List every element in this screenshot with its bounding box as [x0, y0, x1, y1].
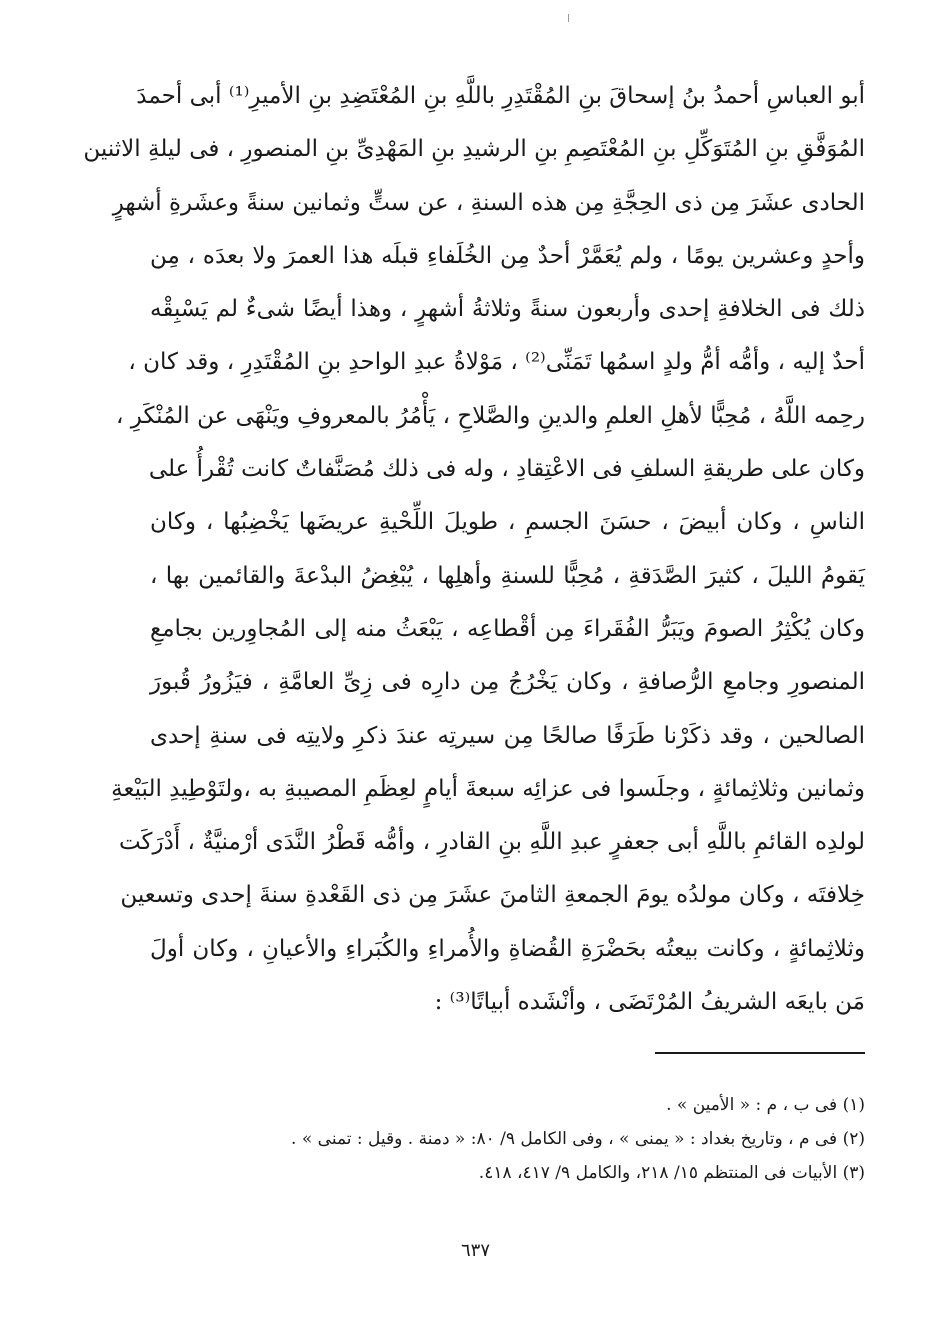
text-line: المُوَفَّقِ بنِ المُتَوَكِّلِ بنِ المُعْتَصِمِ بنِ الرشيدِ بنِ المَهْدِىِّ بنِ المنصورِ ، فى ليلةِ الاثنين	[83, 136, 865, 163]
text-line: الصالحين ، وقد ذكَرْنا طَرَفًا صالحًا مِن سيرتِه عندَ ذكرِ ولايتِه فى سنةِ إحدى	[150, 722, 865, 749]
text-line: يَقومُ الليلَ ، كثيرَ الصَّدَقةِ ، مُحِبًّا للسنةِ وأهلِها ، يُبْغِضُ البدْعةَ والقائمين بها ،	[150, 562, 865, 589]
text-line: أحدٌ إليه ، وأمُّه أمُّ ولدٍ اسمُها تَمَنِّى⁽²⁾ ، مَوْلاةُ عبدِ الواحدِ بنِ المُقْتَدِرِ ، وقد كان ،	[128, 349, 865, 376]
footnotes	[150, 1088, 865, 1190]
text-line: ذلك فى الخلافةِ إحدى وأربعون سنةً وثلاثةُ أشهرٍ ، وهذا أيضًا شىءٌ لم يَسْبِقْه	[150, 296, 865, 323]
text-line: وثمانين وثلاثِمائةٍ ، وجلَسوا فى عزائِه سبعةَ أيامٍ لعِظَمِ المصيبةِ به ،ولتَوْطِيدِ البَيْعةِ	[111, 775, 865, 802]
text-line: وكان يُكْثِرُ الصومَ ويَبَرُّ الفُقَراءَ مِن أقْطاعِه ، يَبْعَثُ منه إلى المُجاوِرين بجامعِ	[150, 615, 865, 642]
scan-mark	[568, 14, 569, 22]
text-line: خِلافتَه ، وكان مولدُه يومَ الجمعةِ الثامنَ عشَرَ مِن ذى القَعْدةِ سنةَ إحدى وتسعين	[120, 882, 865, 909]
footnote-separator	[655, 1052, 865, 1054]
page-number: ٦٣٧	[460, 1240, 490, 1261]
text-line-last: مَن بايعَه الشريفُ المُرْتَضَى ، وأنْشَده أبياتًا⁽³⁾ :	[434, 989, 865, 1016]
footnote-1: (١) فى ب ، م : « الأمين » .	[666, 1095, 865, 1115]
footnote-3: (٣) الأبيات فى المنتظم ١٥/ ٢١٨، والكامل ٩/ ٤١٧، ٤١٨.	[478, 1163, 865, 1183]
text-line: لولدِه القائمِ باللَّهِ أبى جعفرٍ عبدِ اللَّهِ بنِ القادرِ ، وأمُّه قَطْرُ النَّدَى أرْمنيَّةٌ ، أَدْرَكَت	[118, 829, 865, 856]
footnote-2: (٢) فى م ، وتاريخ بغداد : « يمنى » ، وفى الكامل ٩/ ٨٠: « دمنة . وقيل : تمنى » .	[291, 1129, 865, 1149]
text-line: وكان على طريقةِ السلفِ فى الاعْتِقادِ ، وله فى ذلك مُصَنَّفاتٌ كانت تُقْرأُ على	[148, 456, 865, 483]
text-line: وأحدٍ وعشرين يومًا ، ولم يُعَمَّرْ أحدٌ مِن الخُلَفاءِ قبلَه هذا العمرَ ولا بعدَه ، مِن	[150, 242, 865, 269]
text-line: أبو العباسِ أحمدُ بنُ إسحاقَ بنِ المُقْتَدِرِ باللَّهِ بنِ المُعْتَضِدِ بنِ الأميرِ⁽¹⁾ أبى أحمدَ	[136, 83, 865, 109]
text-line: الناسِ ، وكان أبيضَ ، حسَنَ الجسمِ ، طويلَ اللِّحْيةِ عريضَها يَخْضِبُها ، وكان	[150, 509, 865, 536]
text-line: المنصورِ وجامعِ الرُّصافةِ ، وكان يَخْرُجُ مِن دارِه فى زِىِّ العامَّةِ ، فيَزُورُ قُبورَ	[150, 669, 865, 696]
text-line: وثلاثِمائةٍ ، وكانت بيعتُه بحَضْرَةِ القُضاةِ والأُمراءِ والكُبَراءِ والأعيانِ ، وكان أولَ	[150, 935, 865, 962]
text-line: الحادى عشَرَ مِن ذى الحِجَّةِ مِن هذه السنةِ ، عن ستٍّ وثمانين سنةً وعشَرةِ أشهرٍ	[112, 189, 865, 216]
text-line: رحِمه اللَّهُ ، مُحِبًّا لأهلِ العلمِ والدينِ والصَّلاحِ ، يَأْمُرُ بالمعروفِ ويَنْهَى عن المُنْكَرِ ،	[116, 402, 865, 429]
main-text	[83, 70, 865, 1029]
